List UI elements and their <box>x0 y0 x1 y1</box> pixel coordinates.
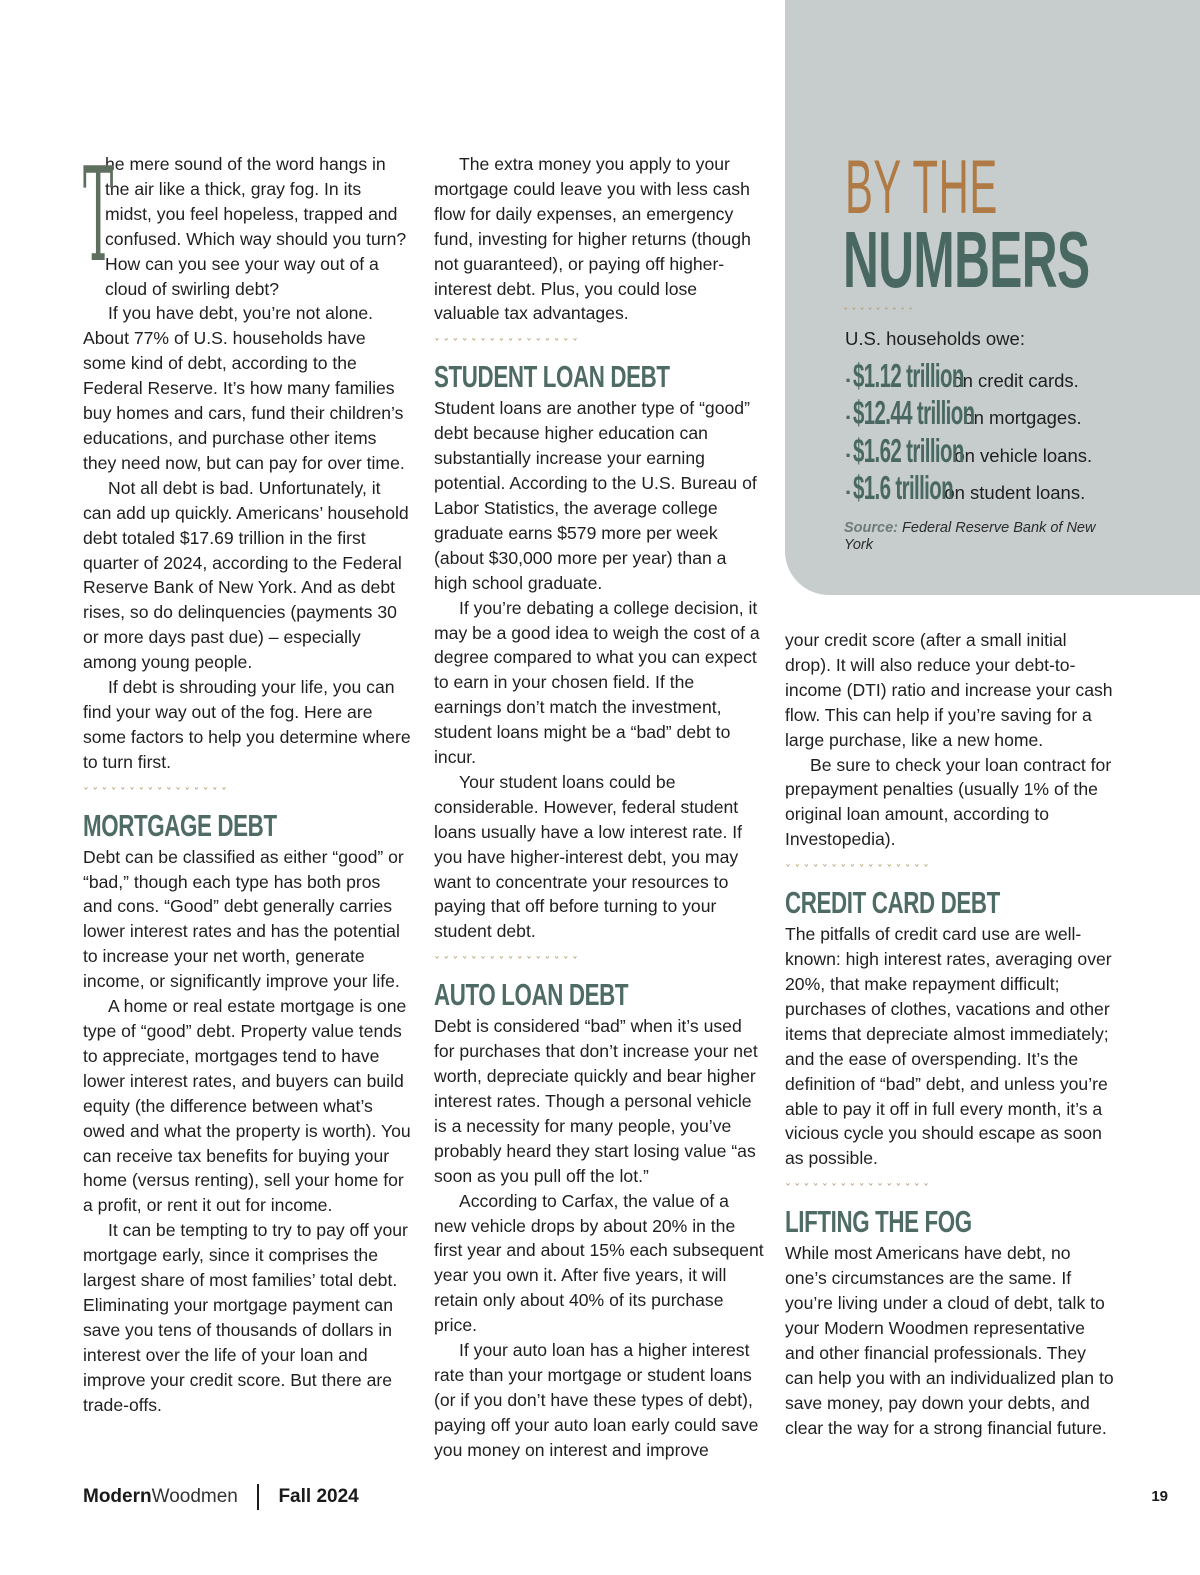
intro-paragraph-4: If debt is shrouding your life, you can find your way out of the fog. Here are some factors to help you determine where to turn first. <box>83 677 411 772</box>
stat-amount: $12.44 trillion <box>853 394 975 431</box>
bullet-icon: · <box>845 480 853 505</box>
section-divider: ˇˇˇˇˇˇˇˇˇˇˇˇˇˇˇˇ <box>785 1182 933 1197</box>
mortgage-heading: MORTGAGE DEBT <box>83 807 277 843</box>
source-label: Source: <box>844 520 898 536</box>
bullet-icon: · <box>845 405 853 430</box>
credit-card-heading: CREDIT CARD DEBT <box>785 885 1000 921</box>
panel-intro: U.S. households owe: <box>845 328 1025 349</box>
stat-label: on student loans. <box>944 482 1086 503</box>
stat-list <box>845 356 1195 506</box>
stat-amount: $1.12 trillion <box>853 356 965 394</box>
student-paragraph-1: Student loans are another type of “good” debt because higher education can substantially increase your earning potential. According to the U.S. Bureau of Labor Statistics, the average college graduate earns $579 more per week (about $30,000 more per year) than a high school graduate. <box>434 398 757 593</box>
source-text: Federal Reserve Bank of New York <box>844 520 1096 553</box>
student-paragraph-2: If you’re debating a college decision, it may be a good idea to weigh the cost of a degree compared to what you can expect to earn in your chosen field. If the earnings don’t match the investment, student loans might be a “bad” debt to incur. <box>434 597 760 768</box>
mortgage-paragraph-4: The extra money you apply to your mortgage could leave you with less cash flow for daily expenses, an emergency fund, investing for higher returns (though not guaranteed), or paying off higher-interest debt. Plus, you could lose valuable tax advantages. <box>434 154 751 324</box>
fog-paragraph-1: While most Americans have debt, no one’s circumstances are the same. If you’re living under a cloud of debt, talk to your Modern Woodmen representative and other financial professionals. They can help you with an individualized plan to save money, pay down your debts, and clear the way for a strong financial future. <box>785 1243 1114 1438</box>
issue-label: Fall 2024 <box>278 1486 359 1508</box>
stat-label: on vehicle loans. <box>954 444 1093 466</box>
section-divider: ˇˇˇˇˇˇˇˇˇˇˇˇˇˇˇˇ <box>785 863 933 878</box>
panel-title-bottom: NUMBERS <box>843 215 1090 304</box>
mortgage-paragraph-3: It can be tempting to try to pay off your mortgage early, since it comprises the largest share of most families’ total debt. Eliminating your mortgage payment can save you tens of thousands of dollars in interest over the life of your loan and improve your credit score. But there are trade-offs. <box>83 1220 408 1415</box>
stat-row <box>845 431 1195 469</box>
stat-label: on credit cards. <box>952 369 1079 391</box>
stat-label: on mortgages. <box>963 407 1082 428</box>
mortgage-paragraph-2: A home or real estate mortgage is one type of “good” debt. Property value tends to appreciate, mortgages tend to have lower interest rates, and buyers can build equity (the difference between what’s owed and what the property is worth). You can receive tax benefits for buying your home (versus renting), sell your home for a profit, or rent it out for income. <box>83 996 411 1216</box>
auto-paragraph-4: Be sure to check your loan contract for prepayment penalties (usually 1% of the original loan amount, according to Investopedia). <box>785 754 1112 850</box>
panel-source <box>844 520 1104 554</box>
bullet-icon: · <box>845 442 853 468</box>
auto-loan-heading: AUTO LOAN DEBT <box>434 977 629 1013</box>
credit-paragraph-1: The pitfalls of credit card use are well-known: high interest rates, averaging over 20%, that make repayment difficult; purchases of clothes, vacations and other items that depreciate almost immediately; and the ease of overspending. It’s the definition of “bad” debt, and unless you’re able to pay it off in full every month, it’s a vicious cycle you should escape as soon as possible. <box>785 924 1112 1169</box>
lifting-fog-heading: LIFTING THE FOG <box>785 1204 972 1240</box>
stat-row <box>845 394 1195 432</box>
section-divider: ˇˇˇˇˇˇˇˇˇˇˇˇˇˇˇˇ <box>83 785 231 800</box>
footer-separator <box>257 1484 259 1510</box>
panel-divider: ˇˇˇˇˇˇˇˇˇ <box>843 306 916 319</box>
panel-title-top: BY THE <box>845 145 998 230</box>
article-column-3 <box>785 628 1115 1440</box>
student-loan-heading: STUDENT LOAN DEBT <box>434 359 670 395</box>
intro-paragraph <box>83 139 411 301</box>
page-footer <box>83 1484 1168 1514</box>
stat-amount: $1.6 trillion <box>853 469 954 506</box>
auto-paragraph-3-end: your credit score (after a small initial drop). It will also reduce your debt-to-income (DTI) ratio and increase your cash flow. This can help if you’re saving for a large purchase, like a new home. <box>785 630 1113 750</box>
section-divider: ˇˇˇˇˇˇˇˇˇˇˇˇˇˇˇˇ <box>434 955 582 970</box>
intro-paragraph-3: Not all debt is bad. Unfortunately, it can add up quickly. Americans’ household debt totaled $17.69 trillion in the first quarter of 2024, according to the Federal Reserve Bank of New York. And as debt rises, so do delinquencies (payments 30 or more days past due) – especially among young people. <box>83 477 409 673</box>
page-number: 19 <box>1151 1488 1168 1505</box>
stat-row <box>845 469 1195 507</box>
brand-name-bold: Modern <box>83 1486 152 1508</box>
intro-lead-text: he mere sound of the word hangs in the air like a thick, gray fog. In its midst, you feel hopeless, trapped and confused. Which way should you turn? How can you see your way out of a cloud of swirling debt? <box>105 154 407 299</box>
brand-name-light: Woodmen <box>151 1486 238 1508</box>
drop-cap: T <box>83 139 114 291</box>
article-column-1 <box>83 139 411 1418</box>
stat-amount: $1.62 trillion <box>853 431 965 469</box>
intro-paragraph-2: If you have debt, you’re not alone. About 77% of U.S. households have some kind of debt, according to the Federal Reserve. It’s how many families buy homes and cars, fund their children’s educations, and purchase other items they need now, but can pay for over time. <box>83 303 405 473</box>
auto-paragraph-1: Debt is considered “bad” when it’s used for purchases that don’t increase your net worth, depreciate quickly and bear higher interest rates. Though a personal vehicle is a necessity for many people, you’ve probably heard they start losing value “as soon as you pull off the lot.” <box>434 1016 758 1186</box>
article-column-2 <box>434 152 764 1463</box>
stat-row <box>845 356 1195 394</box>
section-divider: ˇˇˇˇˇˇˇˇˇˇˇˇˇˇˇˇ <box>434 337 582 352</box>
auto-paragraph-2: According to Carfax, the value of a new vehicle drops by about 20% in the first year and about 15% each subsequent year you own it. After five years, it will retain only about 40% of its purchase price. <box>434 1190 764 1336</box>
by-the-numbers-panel <box>785 0 1200 595</box>
mortgage-paragraph-1: Debt can be classified as either “good” or “bad,” though each type has both pros and cons. “Good” debt generally carries lower interest rates and has the potential to increase your net worth, generate income, or significantly improve your life. <box>83 846 404 992</box>
auto-paragraph-3-start: If your auto loan has a higher interest rate than your mortgage or student loans (or if you don’t have these types of debt), paying off your auto loan early could save you money on interest and improve <box>434 1340 759 1460</box>
student-paragraph-3: Your student loans could be considerable. However, federal student loans usually have a low interest rate. If you have higher-interest debt, you may want to concentrate your resources to paying that off before turning to your student debt. <box>434 771 743 942</box>
bullet-icon: · <box>845 367 853 393</box>
